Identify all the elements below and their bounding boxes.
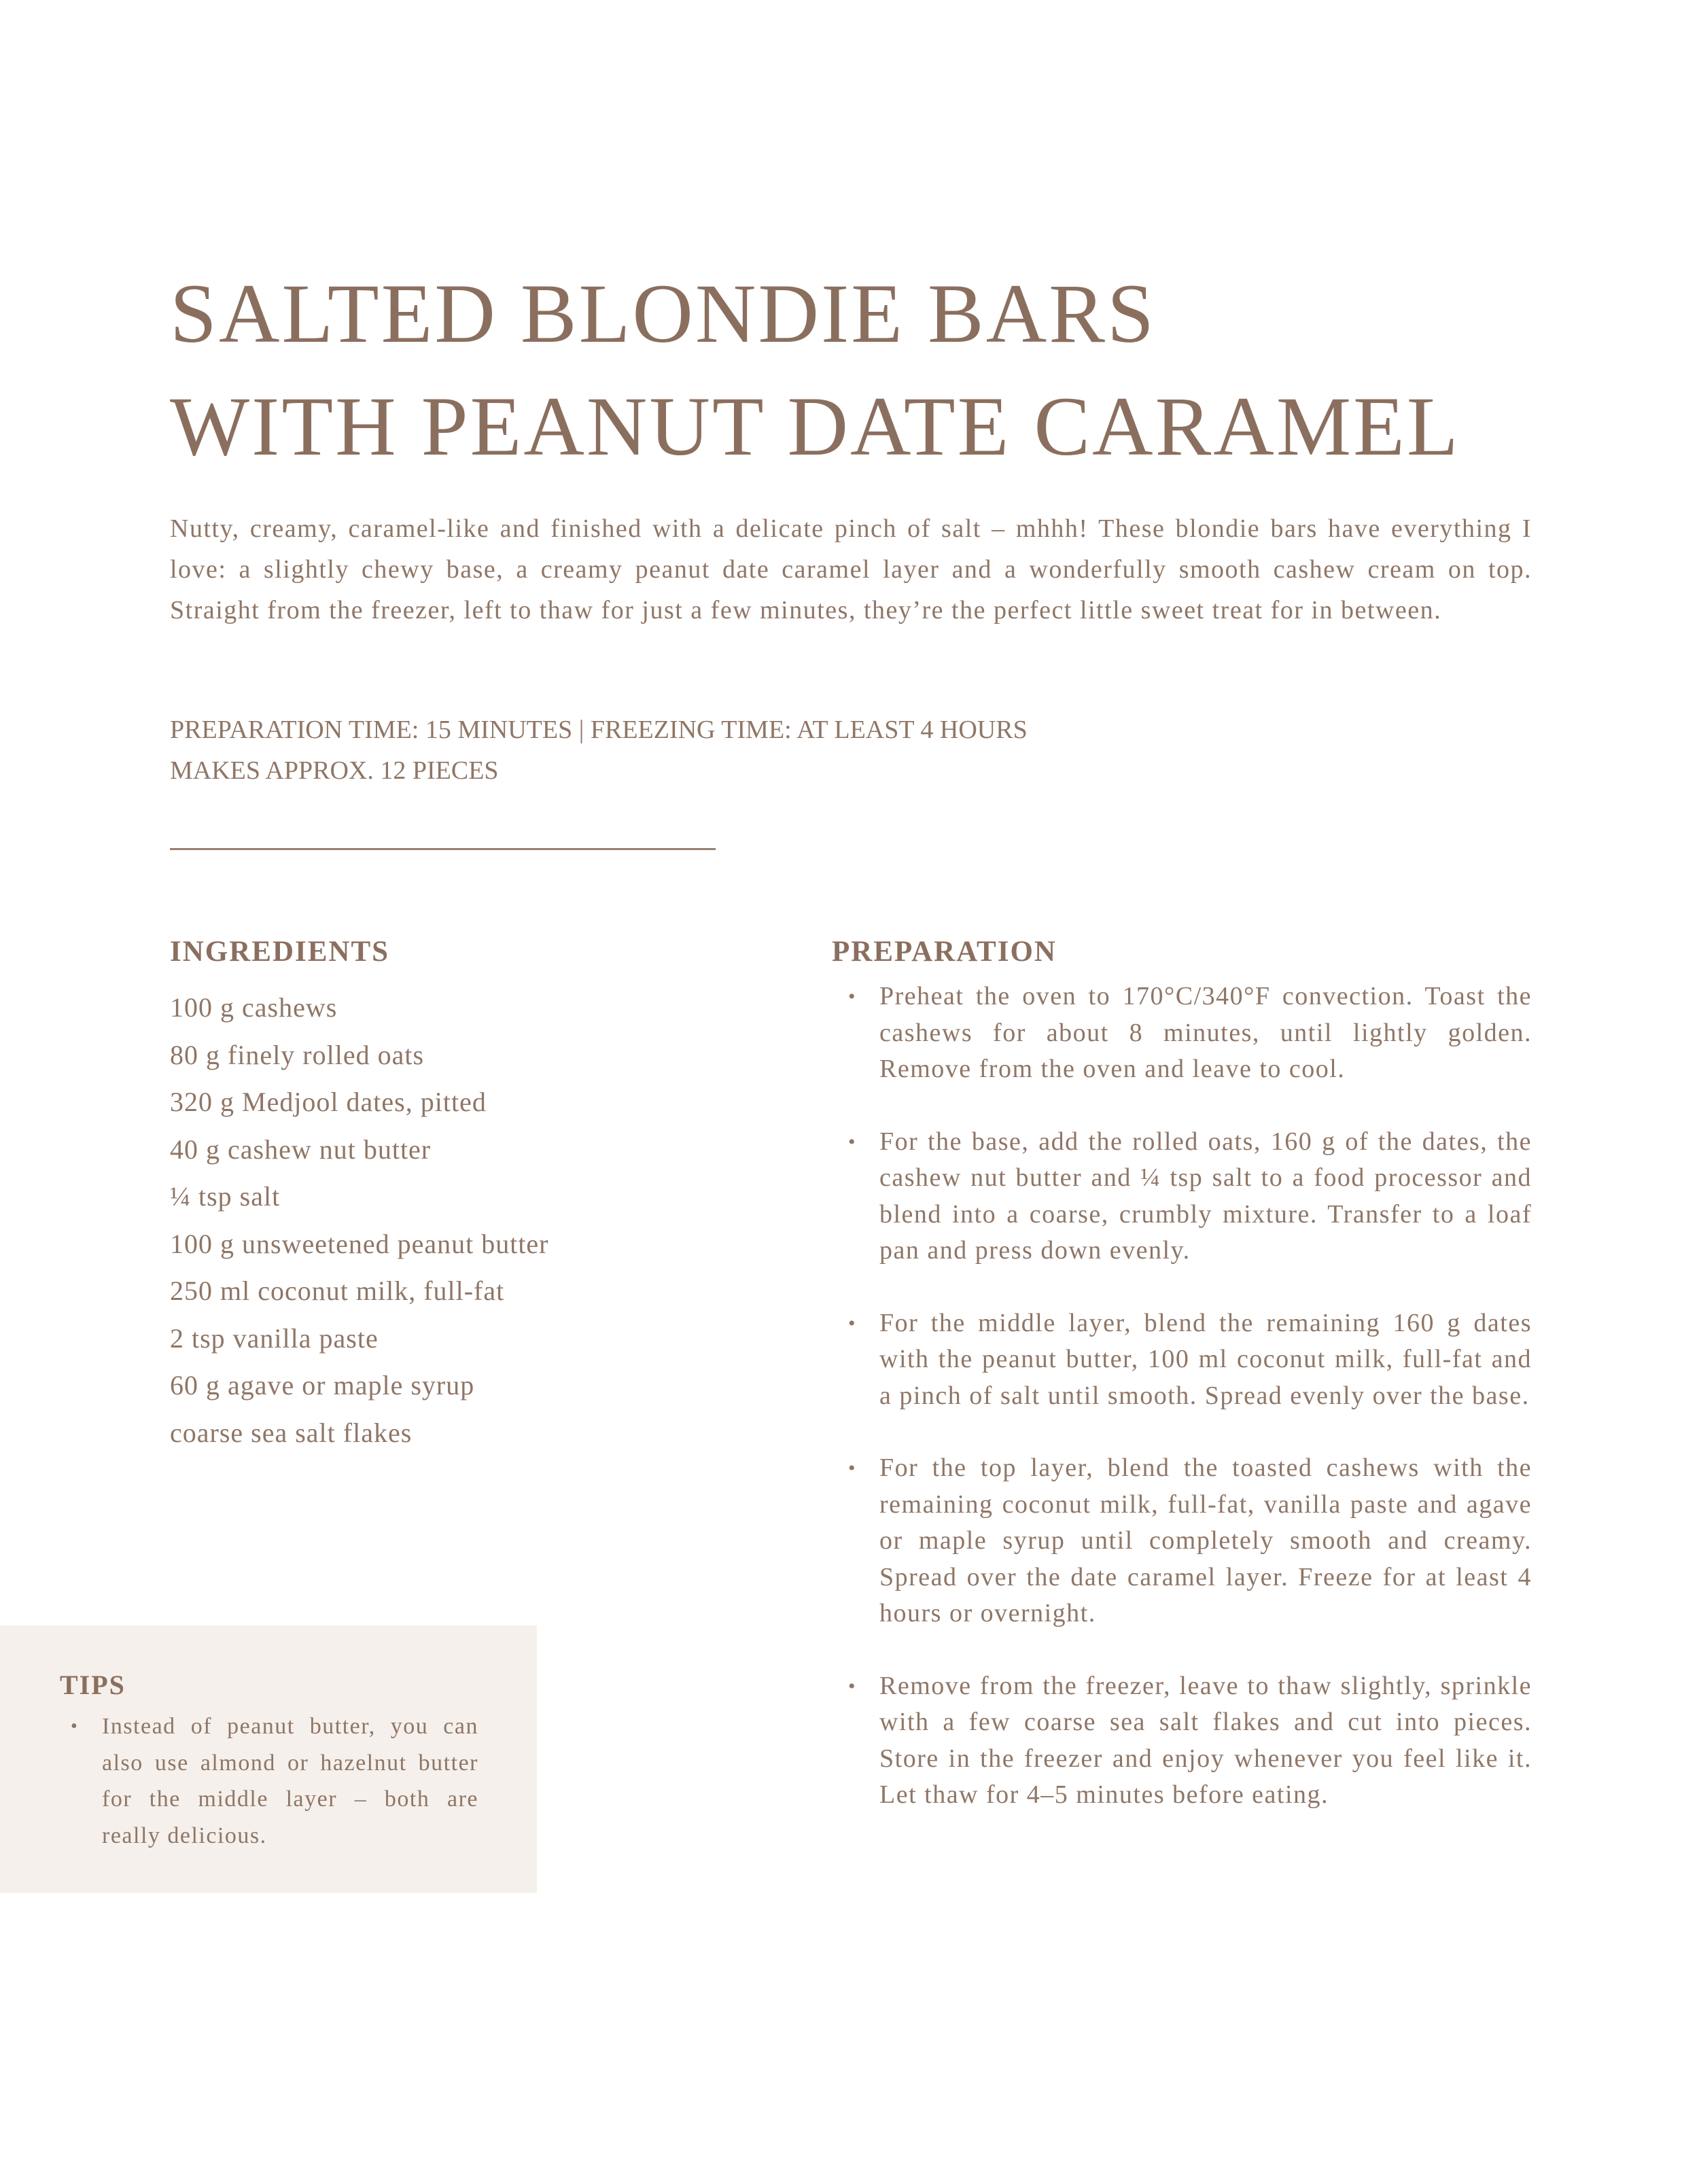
- preparation-step: • For the middle layer, blend the remaining 160 g dates with the peanut butter, 100 ml coconut milk, full-fat and a pinch of salt until smooth. Spread evenly over the base.: [832, 1305, 1532, 1415]
- preparation-step: • Remove from the freezer, leave to thaw slightly, sprinkle with a few coarse sea salt flakes and cut into pieces. Store in the freezer and enjoy whenever you feel like it. Let thaw for 4–5 minutes before eating.: [832, 1668, 1532, 1814]
- recipe-intro: Nutty, creamy, caramel-like and finished with a delicate pinch of salt – mhhh! These blondie bars have everything I love: a slightly chewy base, a creamy peanut date caramel layer and a wonderfully smooth cashew cream on top. Straight from the freezer, left to thaw for just a few minutes, they’re the perfect little sweet treat for in between.: [170, 514, 1532, 624]
- ingredient-item: 250 ml coconut milk, full-fat: [170, 1275, 505, 1306]
- recipe-time-info: PREPARATION TIME: 15 MINUTES | FREEZING TIME: AT LEAST 4 HOURS: [170, 716, 1028, 744]
- ingredient-item: 100 g cashews: [170, 992, 338, 1023]
- preparation-step: • For the top layer, blend the toasted cashews with the remaining coconut milk, full-fat, vanilla paste and agave or maple syrup until completely smooth and creamy. Spread over the date caramel layer. Freeze for at least 4 hours or overnight.: [832, 1450, 1532, 1632]
- ingredients-heading: INGREDIENTS: [170, 936, 390, 968]
- ingredient-item: 60 g agave or maple syrup: [170, 1370, 475, 1401]
- ingredient-item: coarse sea salt flakes: [170, 1417, 413, 1448]
- recipe-yield-info: MAKES APPROX. 12 PIECES: [170, 756, 499, 785]
- preparation-steps: [832, 979, 1532, 1850]
- tips-list: [60, 1708, 478, 1854]
- tips-heading: TIPS: [60, 1670, 126, 1700]
- ingredient-item: 100 g unsweetened peanut butter: [170, 1228, 549, 1259]
- ingredient-item: 80 g finely rolled oats: [170, 1039, 425, 1070]
- ingredient-item: ¼ tsp salt: [170, 1181, 281, 1212]
- ingredients-list: [170, 984, 782, 1456]
- ingredient-item: 2 tsp vanilla paste: [170, 1322, 379, 1354]
- recipe-title-line-2: WITH PEANUT DATE CARAMEL: [170, 380, 1460, 473]
- tips-box: [0, 1625, 537, 1893]
- ingredient-item: 40 g cashew nut butter: [170, 1133, 432, 1165]
- recipe-title-line-1: SALTED BLONDIE BARS: [170, 267, 1156, 360]
- ingredient-item: 320 g Medjool dates, pitted: [170, 1087, 487, 1117]
- tip-item: • Instead of peanut butter, you can also use almond or hazelnut butter for the middle layer – both are really delicious.: [60, 1708, 478, 1854]
- preparation-heading: PREPARATION: [832, 936, 1057, 968]
- preparation-step: • Preheat the oven to 170°C/340°F convection. Toast the cashews for about 8 minutes, until lightly golden. Remove from the oven and leave to cool.: [832, 979, 1532, 1088]
- preparation-step: • For the base, add the rolled oats, 160 g of the dates, the cashew nut butter and ¼ tsp salt to a food processor and blend into a coarse, crumbly mixture. Transfer to a loaf pan and press down evenly.: [832, 1124, 1532, 1269]
- section-divider: [170, 848, 716, 850]
